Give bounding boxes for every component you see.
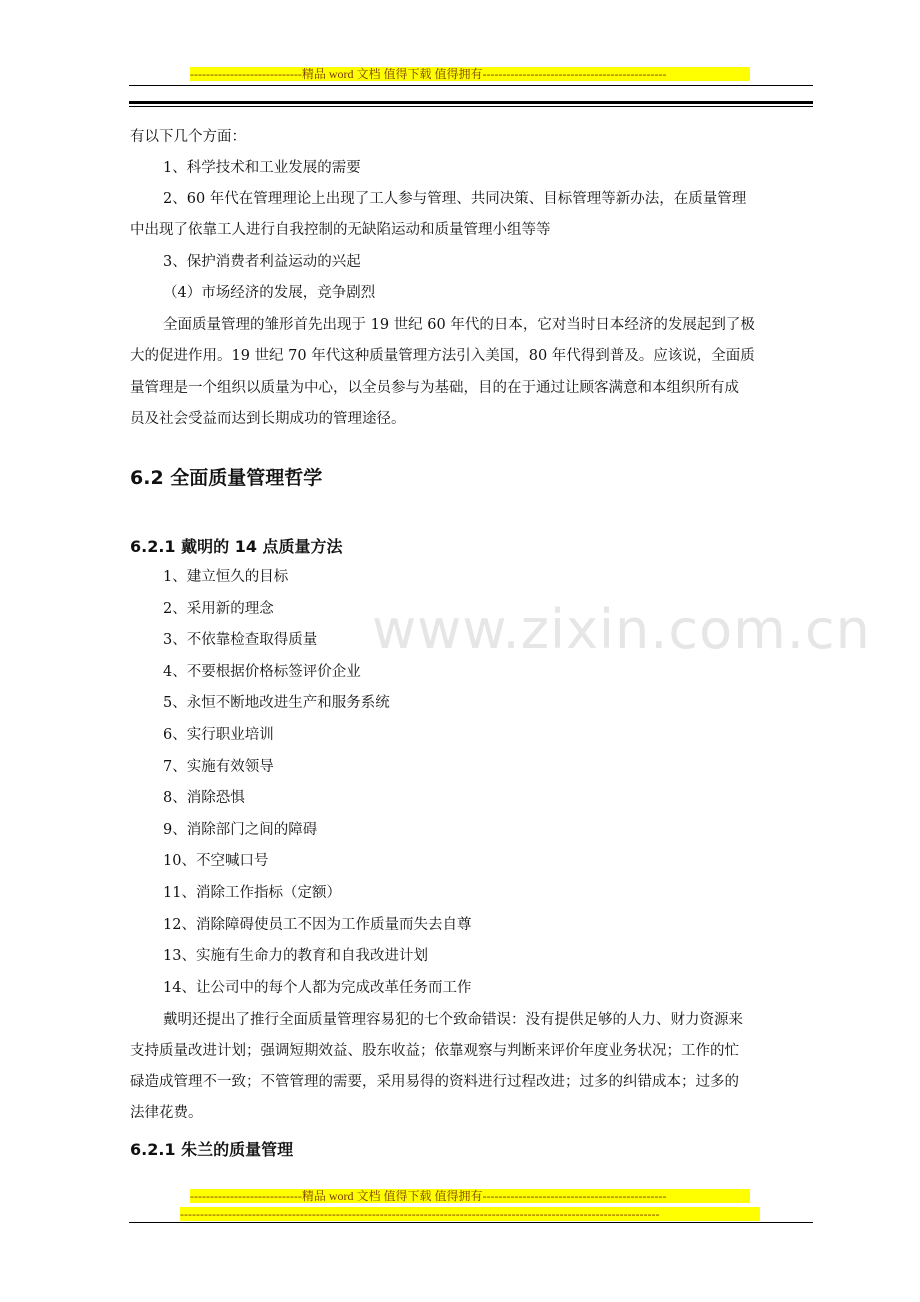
list-item: 6、实行职业培训 — [163, 726, 274, 743]
list-item: 4、不要根据价格标签评价企业 — [163, 663, 361, 680]
list-item: 13、实施有生命力的教育和自我改进计划 — [163, 948, 428, 965]
intro-para-line-1: 全面质量管理的雏形首先出现于 19 世纪 60 年代的日本，它对当时日本经济的发展起到了极 — [163, 317, 755, 333]
section-heading: 6.2 全面质量管理哲学 — [130, 467, 323, 489]
list-item: 1、建立恒久的目标 — [163, 569, 289, 585]
deming-para-line-3: 碌造成管理不一致；不管管理的需要，采用易得的资料进行过程改进；过多的纠错成本；过多的 — [130, 1074, 739, 1090]
reason-4: （4）市场经济的发展，竞争剧烈 — [163, 285, 376, 301]
intro-para-line-4: 员及社会受益而达到长期成功的管理途径。 — [130, 411, 406, 427]
header-banner: ----------------------------精品 word 文档 值得下载 值得拥有---------------------------------------------- — [190, 67, 750, 81]
reason-2: 2、60 年代在管理理论上出现了工人参与管理、共同决策、目标管理等新办法，在质量管理 — [163, 191, 747, 207]
deming-points-list — [163, 562, 471, 1004]
list-item: 11、消除工作指标（定额） — [163, 884, 341, 901]
list-item: 10、不空喊口号 — [163, 853, 269, 870]
watermark: www.zixin.com.cn — [372, 598, 871, 661]
deming-para-line-4: 法律花费。 — [130, 1105, 203, 1121]
list-item: 2、采用新的理念 — [163, 600, 274, 617]
header-rule-thick — [129, 101, 813, 104]
deming-para-line-2: 支持质量改进计划；强调短期效益、股东收益；依靠观察与判断来评价年度业务状况；工作的忙 — [130, 1043, 739, 1059]
list-item: 9、消除部门之间的障碍 — [163, 821, 318, 838]
reason-3: 3、保护消费者利益运动的兴起 — [163, 254, 361, 270]
header-rule-thin — [129, 85, 813, 86]
list-item: 5、永恒不断地改进生产和服务系统 — [163, 695, 390, 712]
footer-rule — [129, 1222, 813, 1223]
list-item: 14、让公司中的每个人都为完成改革任务而工作 — [163, 979, 472, 996]
header-rule-bottom — [129, 106, 813, 107]
reason-1: 1、科学技术和工业发展的需要 — [163, 160, 361, 176]
list-item: 8、消除恐惧 — [163, 790, 245, 807]
intro-para-line-2: 大的促进作用。19 世纪 70 年代这种质量管理方法引入美国，80 年代得到普及。应该说，全面质 — [130, 348, 755, 364]
deming-heading: 6.2.1 戴明的 14 点质量方法 — [130, 537, 343, 556]
footer-banner: ----------------------------精品 word 文档 值得下载 值得拥有---------------------------------------------- — [190, 1189, 750, 1203]
list-item: 3、不依靠检查取得质量 — [163, 632, 318, 649]
intro-line: 有以下几个方面： — [130, 129, 246, 145]
deming-para-line-1: 戴明还提出了推行全面质量管理容易犯的七个致命错误：没有提供足够的人力、财力资源来 — [163, 1012, 743, 1028]
list-item: 12、消除障碍使员工不因为工作质量而失去自尊 — [163, 916, 472, 933]
intro-para-line-3: 量管理是一个组织以质量为中心，以全员参与为基础，目的在于通过让顾客满意和本组织所有成 — [130, 380, 739, 396]
footer-banner-dashes: ------------------------------------------------------------------------------------------------------------------------ — [180, 1207, 760, 1221]
list-item: 7、实施有效领导 — [163, 758, 274, 775]
juran-heading: 6.2.1 朱兰的质量管理 — [130, 1140, 294, 1159]
reason-2-cont: 中出现了依靠工人进行自我控制的无缺陷运动和质量管理小组等等 — [130, 222, 551, 238]
